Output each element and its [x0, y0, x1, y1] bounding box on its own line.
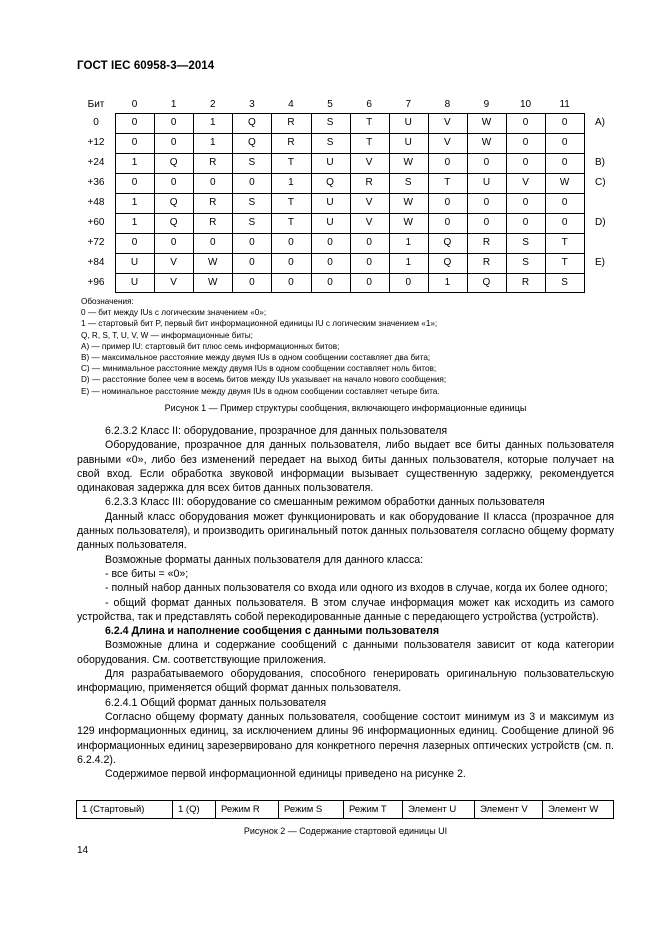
bit-cell: 0: [327, 257, 333, 268]
start-unit-cell: 1 (Стартовый): [77, 801, 173, 818]
bit-cell: 0: [249, 277, 255, 288]
bit-cell: R: [365, 177, 373, 188]
row-offset-label: +84: [87, 257, 105, 268]
bit-cell: 0: [170, 137, 177, 148]
bit-cell: V: [444, 117, 451, 128]
legend-item: B) — максимальное расстояние между двумя IUs в одном сообщении составляет два бита;: [81, 353, 431, 363]
bit-cell: U: [130, 277, 139, 288]
bit-cell: 1: [209, 137, 216, 148]
row-annotation: A): [595, 117, 605, 128]
list-item: - все биты = «0»;: [105, 567, 189, 580]
bit-table-row: [78, 133, 638, 153]
bit-cell: 0: [288, 277, 294, 288]
bit-cell: Q: [443, 257, 452, 268]
bit-cell: R: [209, 197, 217, 208]
list-item: - полный набор данных пользователя со входа или одного из входов в случае, когда их более одного;: [105, 582, 608, 595]
bit-cell: 1: [288, 177, 294, 188]
section-6232-heading: 6.2.3.2 Класс II: оборудование, прозрачное для данных пользователя: [105, 425, 448, 437]
bit-cell: 1: [405, 257, 412, 268]
figure1-legend: [81, 296, 446, 397]
bit-cell: 0: [131, 177, 138, 188]
bit-cell: T: [444, 177, 451, 188]
row-annotation: E): [595, 257, 605, 268]
bit-cell: S: [248, 197, 256, 208]
bit-cell: 0: [327, 277, 333, 288]
start-unit-cell: Режим S: [279, 801, 344, 818]
bit-cell: 0: [405, 277, 412, 288]
bit-table-row: [78, 153, 638, 173]
bit-cell: U: [404, 117, 412, 128]
bit-cell: 0: [444, 157, 451, 168]
bit-cell: W: [403, 217, 413, 228]
section-6241-heading: 6.2.4.1 Общий формат данных пользователя: [105, 696, 327, 709]
bit-cell: 0: [249, 177, 255, 188]
bit-cell: 0: [249, 237, 255, 248]
start-unit-cell: Элемент V: [475, 801, 543, 818]
bit-cell: V: [170, 257, 177, 268]
bit-cell: 1: [405, 237, 412, 248]
column-header: 9: [483, 99, 490, 110]
bit-cell: R: [209, 217, 217, 228]
bit-cell: S: [326, 137, 334, 148]
bit-header-label: Бит: [87, 99, 105, 110]
bit-cell: V: [522, 177, 529, 188]
bit-cell: 0: [483, 197, 490, 208]
bit-cell: 0: [561, 137, 568, 148]
bit-cell: 0: [561, 117, 568, 128]
column-header: 6: [366, 99, 372, 110]
bit-cell: V: [365, 217, 373, 228]
bit-cell: Q: [169, 217, 178, 228]
bit-cell: V: [365, 157, 373, 168]
column-header: 7: [405, 99, 412, 110]
bit-cell: T: [561, 237, 568, 248]
bit-cell: T: [287, 197, 294, 208]
bit-cell: U: [482, 177, 491, 188]
bit-cell: Q: [169, 197, 178, 208]
bit-cell: 0: [522, 217, 529, 228]
legend-item: Q, R, S, T, U, V, W — информационные биты;: [81, 330, 253, 340]
bit-cell: 0: [522, 157, 529, 168]
row-offset-label: +96: [87, 277, 105, 288]
row-annotation: C): [595, 177, 606, 188]
start-unit-cell: Режим R: [216, 801, 279, 818]
bit-cell: W: [481, 137, 492, 148]
legend-item: 0 — бит между IUs с логическим значением «0»;: [81, 308, 267, 318]
section-624-heading: 6.2.4 Длина и наполнение сообщения с данными пользователя: [105, 625, 440, 638]
bit-cell: Q: [443, 237, 452, 248]
bit-cell: 0: [444, 197, 451, 208]
section-6233-heading: 6.2.3.3 Класс III: оборудование со смешанным режимом обработки данных пользователя: [105, 496, 545, 509]
start-unit-cell: 1 (Q): [173, 801, 216, 818]
bit-cell: 0: [561, 197, 568, 208]
bit-cell: 1: [444, 277, 451, 288]
row-annotation: B): [595, 157, 605, 168]
column-header: 10: [519, 99, 532, 110]
bit-cell: W: [559, 177, 570, 188]
document-header-title: ГОСТ IEC 60958-3—2014: [77, 60, 215, 72]
bit-cell: T: [366, 117, 373, 128]
section-624-paragraph: Возможные длина и содержание сообщений с данными пользователя зависит от кода категории оборудования. См. соответствующие приложения.: [77, 639, 614, 666]
bit-cell: W: [208, 257, 218, 268]
bit-cell: V: [444, 137, 451, 148]
figure2-start-unit-table: [76, 800, 614, 819]
legend-title: Обозначения:: [81, 297, 134, 306]
bit-table-row: [78, 233, 638, 253]
bit-table-row: [78, 113, 638, 133]
bit-cell: T: [287, 217, 294, 228]
column-header: 11: [559, 99, 570, 110]
bit-cell: U: [326, 157, 334, 168]
section-6233-paragraph: Возможные форматы данных пользователя для данного класса:: [105, 553, 424, 566]
row-offset-label: +12: [87, 137, 105, 148]
row-offset-label: +60: [87, 217, 105, 228]
bit-cell: 1: [131, 197, 138, 208]
bit-cell: 0: [522, 197, 529, 208]
legend-item: D) — расстояние более чем в восемь битов между IUs указывает на начало нового сообщения;: [81, 375, 447, 385]
bit-cell: 1: [131, 217, 138, 228]
list-item: - общий формат данных пользователя. В этом случае информация может как исходить из самого устройства, так и представлять собой перекодированные данные с передающего устройства (устройств).: [77, 596, 614, 623]
bit-cell: 0: [249, 257, 255, 268]
bit-table-row: [78, 253, 638, 273]
bit-cell: 0: [288, 257, 294, 268]
bit-cell: 0: [483, 217, 490, 228]
legend-item: 1 — стартовый бит P, первый бит информационной единицы IU с логическим значением «1»;: [81, 319, 438, 329]
bit-cell: R: [209, 157, 217, 168]
bit-cell: Q: [247, 117, 256, 128]
bit-cell: U: [404, 137, 412, 148]
page-number: 14: [77, 845, 89, 856]
bit-cell: R: [482, 237, 491, 248]
section-6232-paragraph: Оборудование, прозрачное для данных пользователя, либо выдает все биты данных пользователя равными «0», либо без изменений передает на выход биты данных пользователя, которые получает на свой вход. Если обработка звуковой информации вызывает существенную задержку, рекомендуется одинаковая задержка для всех битов данных пользователя.: [77, 439, 614, 495]
legend-item: E) — номинальное расстояние между двумя IUs в одном сообщении составляет четыре бита.: [81, 386, 440, 396]
column-header: 4: [288, 99, 294, 110]
bit-cell: S: [248, 217, 256, 228]
start-unit-cell: Режим T: [344, 801, 403, 818]
bit-cell: R: [287, 117, 295, 128]
bit-cell: 1: [209, 117, 216, 128]
bit-cell: S: [248, 157, 256, 168]
bit-cell: S: [326, 117, 334, 128]
section-6241-paragraph: Согласно общему формату данных пользователя, сообщение состоит минимум из 3 и максимум из 129 информационных единиц, за исключением длины 96 информационных единиц. Сообщение длиной 96 информационных единиц зарезервировано для конкретного перечня лазерных оптических устройств (см. п. 6.2.4.2).: [77, 710, 614, 766]
start-unit-cell: Элемент U: [403, 801, 475, 818]
row-annotation: D): [595, 217, 606, 228]
bit-cell: 0: [483, 157, 490, 168]
bit-cell: S: [561, 277, 568, 288]
bit-cell: 0: [131, 137, 138, 148]
bit-cell: W: [403, 157, 413, 168]
bit-cell: 0: [131, 237, 138, 248]
bit-cell: W: [403, 197, 413, 208]
bit-cell: 0: [170, 117, 177, 128]
bit-cell: V: [365, 197, 373, 208]
bit-cell: R: [482, 257, 491, 268]
section-6241-paragraph: Содержимое первой информационной единицы приведено на рисунке 2.: [105, 768, 466, 781]
bit-cell: 0: [561, 157, 568, 168]
bit-cell: U: [326, 217, 334, 228]
bit-cell: 0: [522, 117, 529, 128]
bit-cell: 0: [131, 117, 138, 128]
bit-cell: 0: [444, 217, 451, 228]
bit-cell: 0: [170, 237, 177, 248]
row-offset-label: 0: [93, 117, 99, 128]
column-header: 8: [444, 99, 451, 110]
bit-cell: Q: [482, 277, 491, 288]
row-offset-label: +72: [87, 237, 105, 248]
bit-cell: W: [481, 117, 492, 128]
bit-cell: Q: [169, 157, 178, 168]
bit-cell: 0: [366, 257, 372, 268]
bit-cell: 0: [288, 237, 294, 248]
bit-cell: V: [170, 277, 177, 288]
legend-item: C) — минимальное расстояние между двумя IUs в одном сообщении составляет ноль битов;: [81, 364, 437, 374]
column-header: 1: [170, 99, 177, 110]
bit-cell: 0: [561, 217, 568, 228]
bit-table-row: [78, 173, 638, 193]
bit-cell: 0: [366, 277, 372, 288]
column-header: 2: [209, 99, 216, 110]
column-header: 5: [327, 99, 333, 110]
bit-cell: T: [561, 257, 568, 268]
bit-cell: Q: [326, 177, 334, 188]
figure1-bit-table: [78, 96, 638, 296]
bit-cell: R: [521, 277, 530, 288]
bit-table-row: [78, 273, 638, 293]
section-624-paragraph: Для разрабатываемого оборудования, способного генерировать оригинальную пользовательскую информацию, применяется общий формат данных пользователя.: [77, 668, 614, 695]
section-6233-paragraph: Данный класс оборудования может функционировать и как оборудование II класса (прозрачное для данных пользователя), и производить оригинальный поток данных пользователя согласно общему формату данных пользователя.: [77, 510, 614, 552]
bit-cell: T: [366, 137, 373, 148]
legend-item: A) — пример IU: стартовый бит плюс семь информационных битов;: [81, 341, 340, 351]
bit-cell: 0: [209, 177, 216, 188]
bit-cell: S: [404, 177, 412, 188]
bit-cell: U: [326, 197, 334, 208]
bit-cell: U: [130, 257, 139, 268]
bit-table-row: [78, 193, 638, 213]
bit-cell: 0: [522, 137, 529, 148]
bit-cell: 0: [209, 237, 216, 248]
figure1-caption: Рисунок 1 — Пример структуры сообщения, включающего информационные единицы: [164, 403, 527, 413]
bit-cell: 0: [366, 237, 372, 248]
bit-cell: 0: [327, 237, 333, 248]
bit-cell: 0: [170, 177, 177, 188]
figure2-caption: Рисунок 2 — Содержание стартовой единицы UI: [243, 826, 448, 836]
body-text: [77, 424, 614, 781]
start-unit-cell: Элемент W: [548, 804, 599, 815]
bit-cell: Q: [247, 137, 256, 148]
bit-cell: S: [522, 237, 529, 248]
bit-cell: S: [522, 257, 529, 268]
column-header: 0: [131, 99, 138, 110]
row-offset-label: +36: [87, 177, 105, 188]
row-offset-label: +24: [87, 157, 105, 168]
bit-cell: T: [287, 157, 294, 168]
row-offset-label: +48: [87, 197, 105, 208]
bit-cell: W: [208, 277, 218, 288]
bit-cell: 1: [131, 157, 138, 168]
bit-cell: R: [287, 137, 295, 148]
bit-table-row: [78, 213, 638, 233]
column-header: 3: [249, 99, 255, 110]
